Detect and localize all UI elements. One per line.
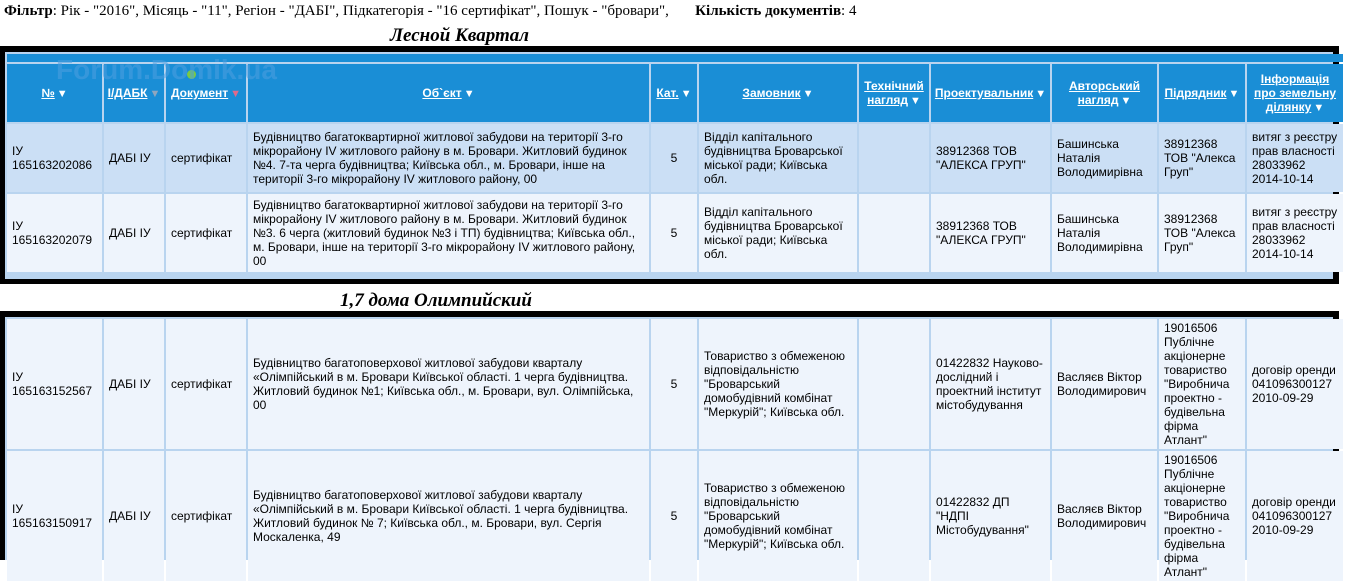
- cell-land: договір оренди 041096300127 2010-09-29: [1247, 319, 1343, 449]
- cell-num: ІУ 165163150917: [7, 451, 102, 581]
- cell-land: витяг з реєстру прав власності 28033962 2014-10-14: [1247, 124, 1343, 192]
- cell-tech: [859, 451, 929, 581]
- document-count-label: Кількість документів: [695, 3, 842, 19]
- sort-link-customer[interactable]: Замовник: [742, 86, 801, 100]
- cell-cat: 5: [651, 124, 697, 192]
- sort-link-num[interactable]: №: [41, 86, 55, 100]
- cell-author: Башинська Наталія Володимирівна: [1052, 194, 1157, 272]
- sort-arrow-icon[interactable]: ▼: [680, 88, 692, 100]
- sort-arrow-icon[interactable]: ▼: [230, 88, 242, 100]
- cell-contractor: 38912368 ТОВ "Алекса Груп": [1159, 194, 1245, 272]
- sort-link-contractor[interactable]: Підрядник: [1164, 86, 1227, 100]
- annotation-first-group: Лесной Квартал: [390, 25, 530, 46]
- cell-customer: Відділ капітального будівництва Броварської міської ради; Київська обл.: [699, 124, 857, 192]
- sort-link-author[interactable]: Авторський нагляд: [1068, 79, 1141, 107]
- sort-arrow-icon[interactable]: ▼: [56, 88, 68, 100]
- cell-document: сертифікат: [166, 194, 246, 272]
- cell-land: витяг з реєстру прав власності 28033962 2014-10-14: [1247, 194, 1343, 272]
- sort-link-cat[interactable]: Кат.: [656, 86, 679, 100]
- cell-contractor: 38912368 ТОВ "Алекса Груп": [1159, 124, 1245, 192]
- cell-num: ІУ 165163152567: [7, 319, 102, 449]
- results-table-top: [5, 52, 1338, 279]
- filter-summary: [4, 3, 856, 20]
- cell-land: договір оренди 041096300127 2010-09-29: [1247, 451, 1343, 581]
- results-table-continued: [5, 317, 1345, 583]
- cell-num: ІУ 165163202086: [7, 124, 102, 192]
- cell-idabk: ДАБІ ІУ: [104, 194, 164, 272]
- sort-link-document[interactable]: Документ: [170, 86, 229, 100]
- column-header-object[interactable]: [248, 64, 649, 122]
- cell-document: сертифікат: [166, 124, 246, 192]
- cell-tech: [859, 319, 929, 449]
- cell-object: Будівництво багатоквартирної житлової забудови на території 3-го мікрорайону IV житлового району в м. Бровари. Житловий будинок №3. 6 черга (житловий будинок №3 і ТП) будівництва; Київська обл., м. Бровари, інше на території 3-го мікрорайону IV житлового району, 00: [248, 194, 649, 272]
- cell-cat: 5: [651, 451, 697, 581]
- sort-arrow-icon[interactable]: ▼: [1228, 88, 1240, 100]
- table-row: [7, 124, 1343, 192]
- cell-num: ІУ 165163202079: [7, 194, 102, 272]
- table-row: [7, 194, 1343, 272]
- cell-document: сертифікат: [166, 451, 246, 581]
- column-header-designer[interactable]: [931, 64, 1050, 122]
- cell-customer: Товариство з обмеженою відповідальністю "Броварський домобудівний комбінат "Меркурій"; Київська обл.: [699, 319, 857, 449]
- cell-object: Будівництво багатоквартирної житлової забудови на території 3-го мікрорайону IV житлового району в м. Бровари. Житловий будинок №4. 7-та черга будівництва; Київська обл., м. Бровари, інше на території 3-го мікрорайону IV житлового району, 00: [248, 124, 649, 192]
- column-header-cat[interactable]: [651, 64, 697, 122]
- sort-arrow-icon[interactable]: ▼: [149, 88, 161, 100]
- column-header-customer[interactable]: [699, 64, 857, 122]
- cell-contractor: 19016506 Публічне акціонерне товариство "Виробнича проектно - будівельна фірма Атлант": [1159, 451, 1245, 581]
- sort-link-tech[interactable]: Технічний нагляд: [864, 79, 924, 107]
- sort-arrow-icon[interactable]: ▼: [463, 88, 475, 100]
- sort-link-object[interactable]: Об`єкт: [422, 86, 462, 100]
- cell-contractor: 19016506 Публічне акціонерне товариство "Виробнича проектно - будівельна фірма Атлант": [1159, 319, 1245, 449]
- sort-arrow-icon[interactable]: ▼: [1035, 88, 1047, 100]
- cell-author: Васляєв Віктор Володимирович: [1052, 319, 1157, 449]
- watermark-logo: Forum.Domik.ua: [56, 54, 277, 85]
- cell-designer: 38912368 ТОВ "АЛЕКСА ГРУП": [931, 124, 1050, 192]
- column-header-contractor[interactable]: [1159, 64, 1245, 122]
- sort-link-idabk[interactable]: І/ДАБК: [107, 86, 148, 100]
- cell-designer: 01422832 ДП "НДПІ Містобудування": [931, 451, 1050, 581]
- cell-author: Башинська Наталія Володимирівна: [1052, 124, 1157, 192]
- cell-tech: [859, 194, 929, 272]
- column-header-author[interactable]: [1052, 64, 1157, 122]
- sort-link-land[interactable]: Інформація про земельну ділянку: [1253, 72, 1337, 114]
- sort-arrow-icon[interactable]: ▼: [1313, 102, 1325, 114]
- sort-arrow-icon[interactable]: ▼: [909, 95, 921, 107]
- column-header-land[interactable]: [1247, 64, 1343, 122]
- cell-idabk: ДАБІ ІУ: [104, 124, 164, 192]
- annotation-second-group: 1,7 дома Олимпийский: [340, 290, 532, 311]
- cell-designer: 38912368 ТОВ "АЛЕКСА ГРУП": [931, 194, 1050, 272]
- sort-arrow-icon[interactable]: ▼: [802, 88, 814, 100]
- cell-customer: Відділ капітального будівництва Броварської міської ради; Київська обл.: [699, 194, 857, 272]
- sort-arrow-icon[interactable]: ▼: [1120, 95, 1132, 107]
- cell-tech: [859, 124, 929, 192]
- cell-author: Васляєв Віктор Володимирович: [1052, 451, 1157, 581]
- table-row: [7, 451, 1343, 581]
- cell-idabk: ДАБІ ІУ: [104, 319, 164, 449]
- cell-designer: 01422832 Науково-дослідний і проектний інститут містобудування: [931, 319, 1050, 449]
- cell-object: Будівництво багатоповерхової житлової забудови кварталу «Олімпійський в м. Бровари Київської області. 1 черга будівництва. Житловий будинок № 7; Київська обл., м. Бровари, вул. Сергія Москаленка, 49: [248, 451, 649, 581]
- table-row: [7, 319, 1343, 449]
- filter-label: Фільтр: [4, 3, 53, 19]
- cell-document: сертифікат: [166, 319, 246, 449]
- filter-text: : Рік - "2016", Місяць - "11", Регіон - "ДАБІ", Підкатегорія - "16 сертифікат", Пошук - "бровари",: [52, 3, 669, 19]
- cell-customer: Товариство з обмеженою відповідальністю "Броварський домобудівний комбінат "Меркурій"; Київська обл.: [699, 451, 857, 581]
- cell-cat: 5: [651, 319, 697, 449]
- results-table-bottom: [5, 317, 1336, 579]
- document-count-value: : 4: [841, 3, 857, 19]
- cell-idabk: ДАБІ ІУ: [104, 451, 164, 581]
- sort-link-designer[interactable]: Проектувальник: [934, 86, 1034, 100]
- cell-cat: 5: [651, 194, 697, 272]
- column-header-tech[interactable]: [859, 64, 929, 122]
- cell-object: Будівництво багатоповерхової житлової забудови кварталу «Олімпійський в м. Бровари Київської області. 1 черга будівництва. Житловий будинок №1; Київська обл., м. Бровари, вул. Олімпійська, 00: [248, 319, 649, 449]
